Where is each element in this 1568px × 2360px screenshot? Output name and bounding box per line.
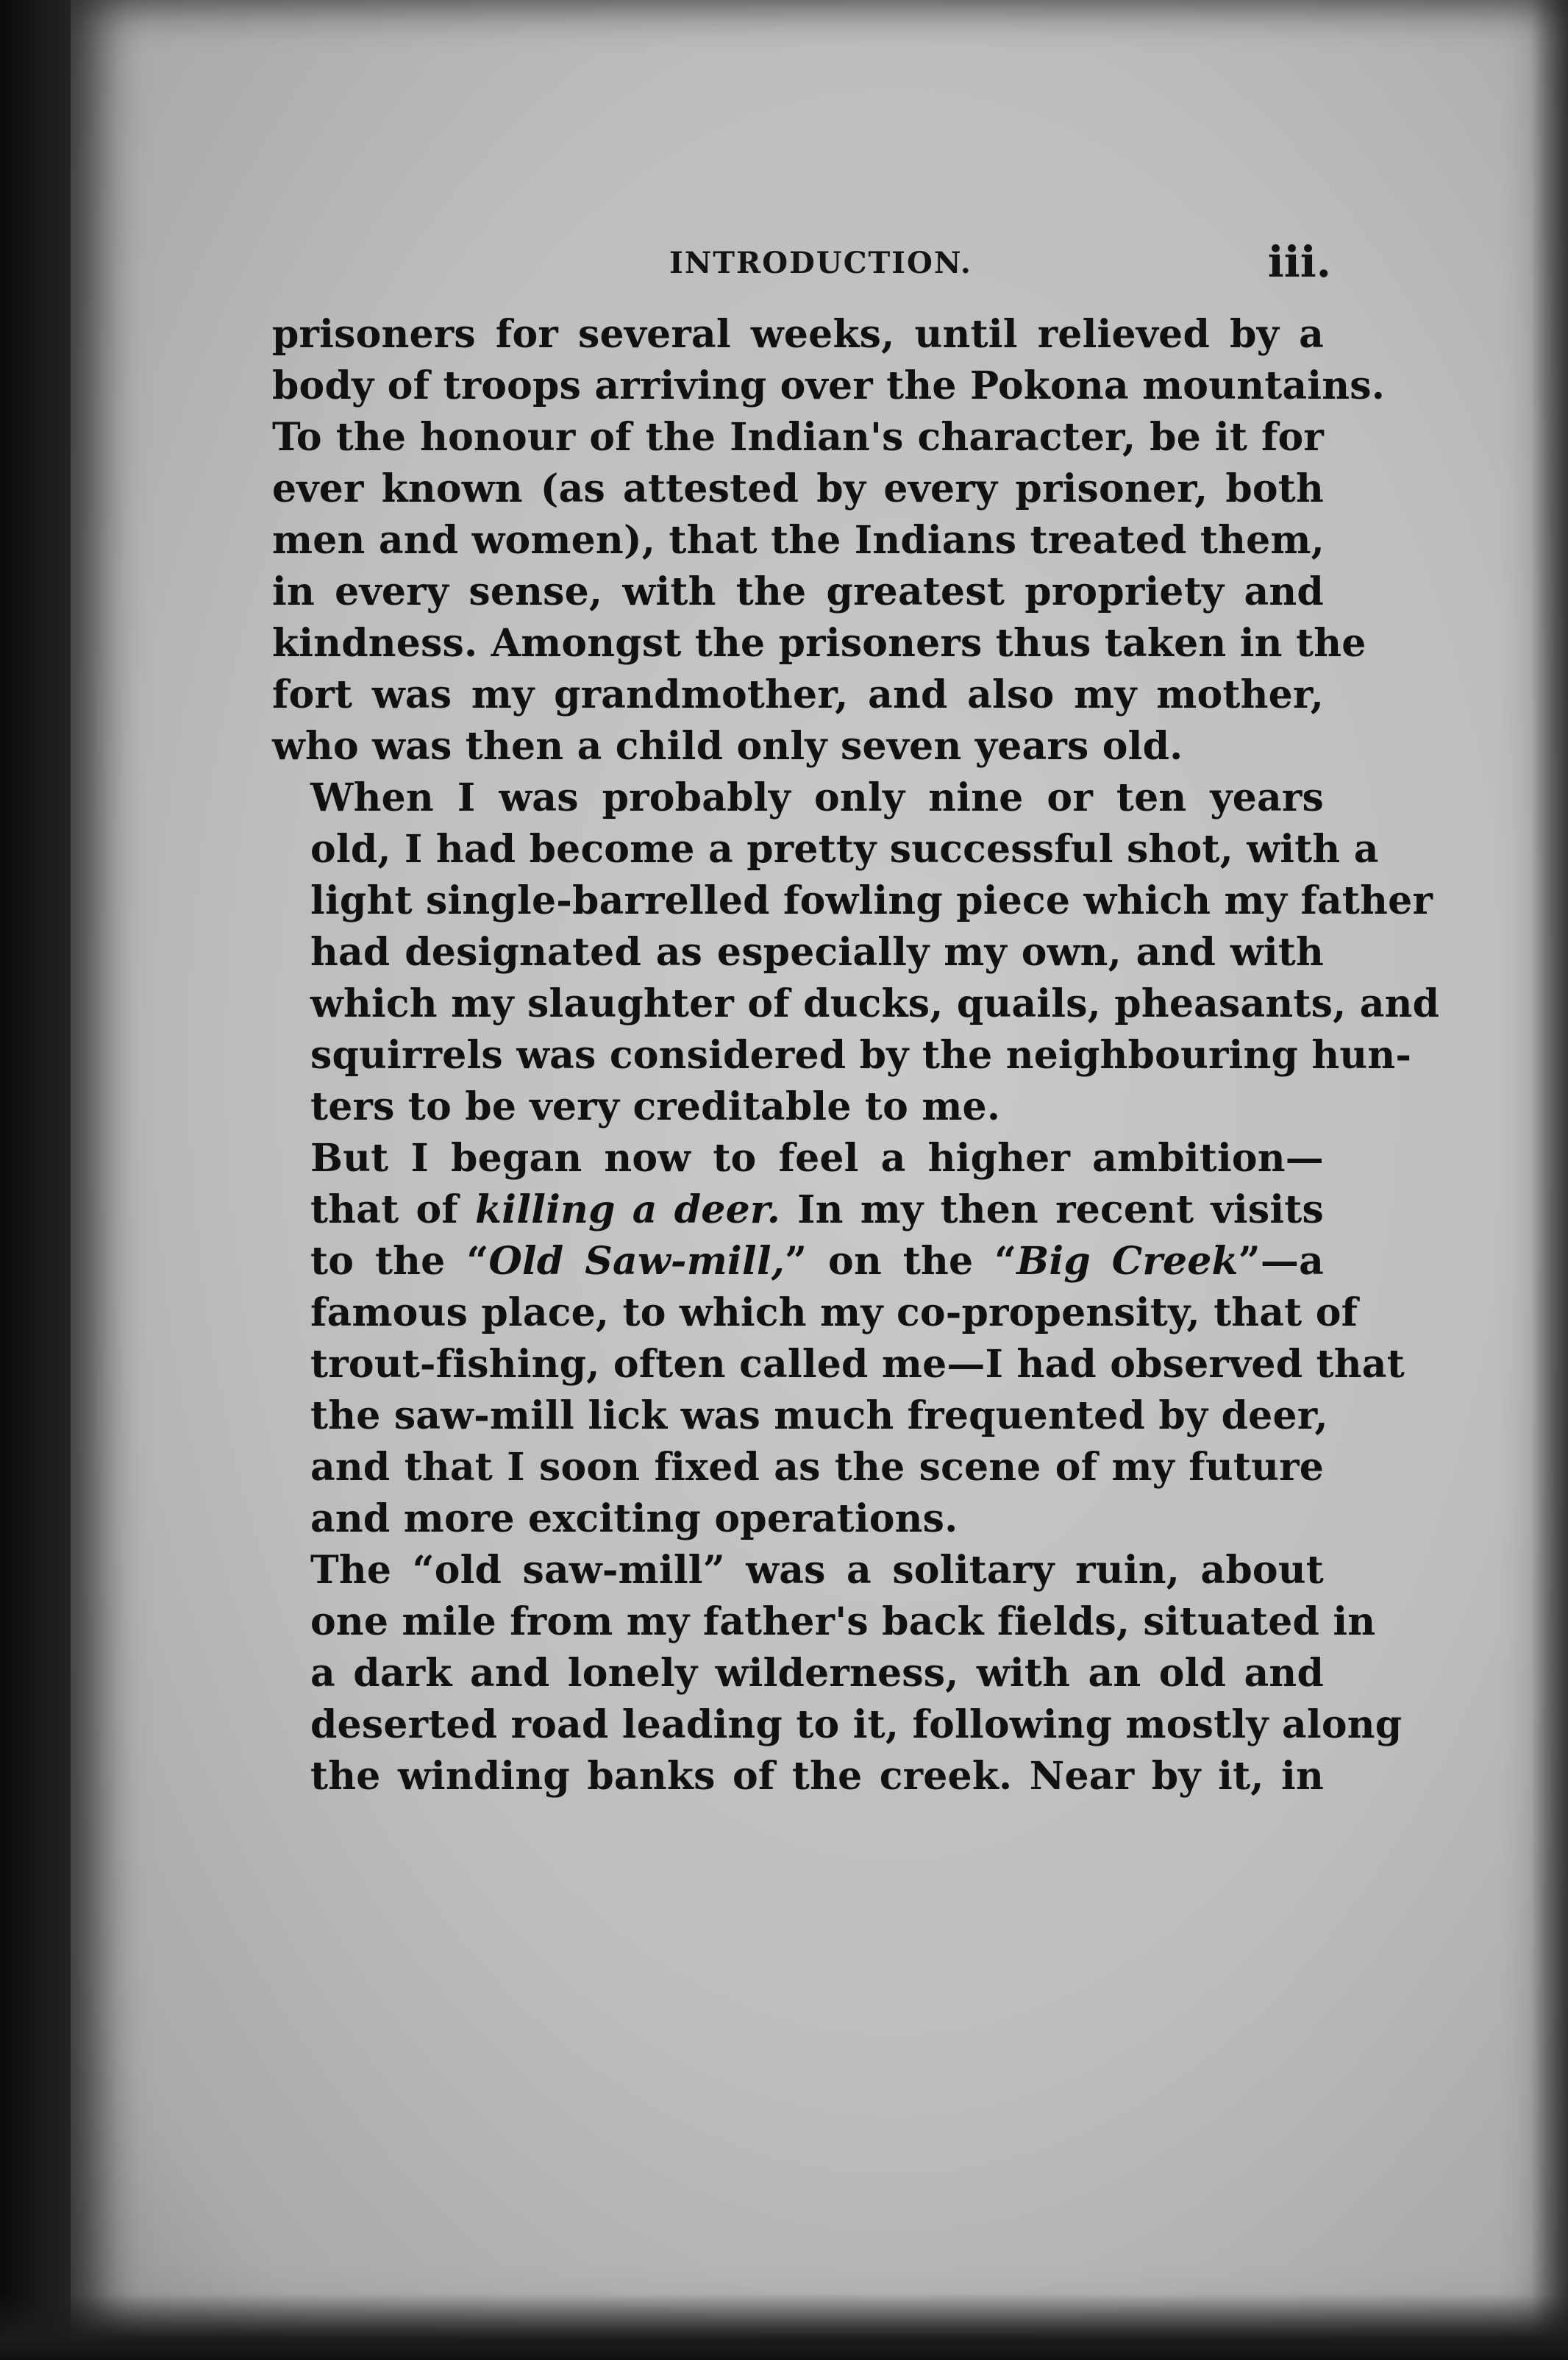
text-line: and that I soon fixed as the scene of my future	[310, 1445, 1324, 1490]
text-line	[272, 1236, 1324, 1287]
text-line: To the honour of the Indian's character, be it for	[272, 415, 1324, 460]
text-run: that of	[310, 1187, 476, 1232]
page-right-edge	[1531, 0, 1568, 2360]
italic-phrase: Old Saw-mill,	[488, 1239, 785, 1284]
page-number: iii.	[1267, 237, 1331, 287]
body-text	[272, 309, 1440, 1802]
italic-phrase: Big Creek	[1016, 1239, 1239, 1284]
text-line: the winding banks of the creek. Near by it, in	[310, 1754, 1324, 1799]
page-header	[287, 235, 1331, 294]
text-run: In my then recent visits	[780, 1187, 1324, 1232]
text-line: a dark and lonely wilderness, with an old and	[310, 1651, 1324, 1696]
text-line: prisoners for several weeks, until relieved by a	[272, 312, 1324, 357]
text-line: which my slaughter of ducks, quails, pheasants, and	[310, 981, 1440, 1026]
text-line: body of troops arriving over the Pokona mountains.	[272, 363, 1386, 408]
paragraph-1	[272, 309, 1386, 772]
text-line: trout-fishing, often called me—I had observed that	[310, 1342, 1405, 1387]
running-head: INTRODUCTION.	[669, 246, 972, 280]
paragraph-2	[272, 772, 1440, 1133]
text-line: ters to be very creditable to me.	[310, 1084, 1001, 1129]
text-run: to the “	[310, 1239, 489, 1284]
paragraph-4	[272, 1545, 1403, 1802]
text-line: kindness. Amongst the prisoners thus taken in the	[272, 621, 1366, 666]
text-line: squirrels was considered by the neighbouring hun-	[310, 1033, 1412, 1078]
text-run: ” on the “	[785, 1239, 1017, 1284]
page-bottom-edge	[0, 2294, 1568, 2360]
text-line: famous place, to which my co-propensity, that of	[310, 1290, 1358, 1335]
text-line: fort was my grandmother, and also my mother,	[272, 672, 1324, 717]
text-line: deserted road leading to it, following mostly along	[310, 1702, 1403, 1747]
text-line: When I was probably only nine or ten years	[310, 775, 1324, 820]
text-line: But I began now to feel a higher ambition—	[310, 1136, 1324, 1181]
text-line: in every sense, with the greatest propriety and	[272, 569, 1324, 614]
paragraph-3	[272, 1133, 1405, 1545]
text-line: ever known (as attested by every prisoner, both	[272, 466, 1324, 511]
italic-phrase: killing a deer.	[475, 1187, 780, 1232]
text-line: men and women), that the Indians treated them,	[272, 518, 1325, 563]
text-line: The “old saw-mill” was a solitary ruin, about	[310, 1548, 1324, 1593]
text-line: the saw-mill lick was much frequented by deer,	[310, 1393, 1328, 1438]
text-line: old, I had become a pretty successful shot, with a	[310, 827, 1379, 872]
text-line: one mile from my father's back fields, situated in	[310, 1599, 1376, 1644]
text-line: had designated as especially my own, and with	[310, 930, 1324, 975]
text-line: and more exciting operations.	[310, 1496, 958, 1541]
text-line: light single-barrelled fowling piece which my father	[310, 878, 1433, 923]
text-line: who was then a child only seven years old.	[272, 724, 1183, 769]
text-line	[272, 1184, 1324, 1236]
text-run: ”—a	[1238, 1239, 1324, 1284]
